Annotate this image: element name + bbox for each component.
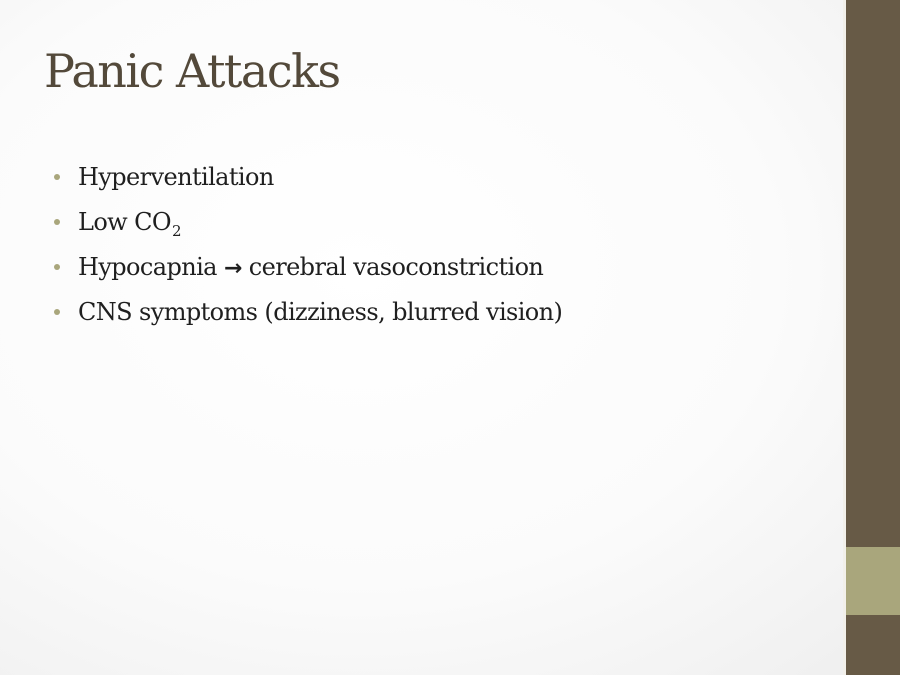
slide-title: Panic Attacks bbox=[44, 44, 340, 98]
subscript: 2 bbox=[172, 222, 181, 240]
bullet-item-hypocapnia bbox=[52, 249, 562, 294]
bullet-text: Low CO bbox=[78, 208, 171, 236]
bullet-text: Hyperventilation bbox=[78, 163, 274, 191]
bullet-text: Hypocapnia bbox=[78, 253, 217, 281]
side-accent-block bbox=[846, 547, 900, 615]
bullet-list bbox=[52, 159, 562, 339]
bullet-item-cns-symptoms bbox=[52, 294, 562, 339]
bullet-item-low-co2 bbox=[52, 204, 562, 249]
bullet-text: CNS symptoms (dizziness, blurred vision) bbox=[78, 298, 563, 326]
bullet-dot-icon bbox=[54, 309, 60, 315]
bullet-dot-icon bbox=[54, 174, 60, 180]
bullet-item-hyperventilation bbox=[52, 159, 562, 204]
bullet-dot-icon bbox=[54, 219, 60, 225]
bullet-text-after-arrow: cerebral vasoconstriction bbox=[248, 253, 544, 281]
right-arrow-icon: → bbox=[223, 256, 242, 281]
bullet-dot-icon bbox=[54, 264, 60, 270]
